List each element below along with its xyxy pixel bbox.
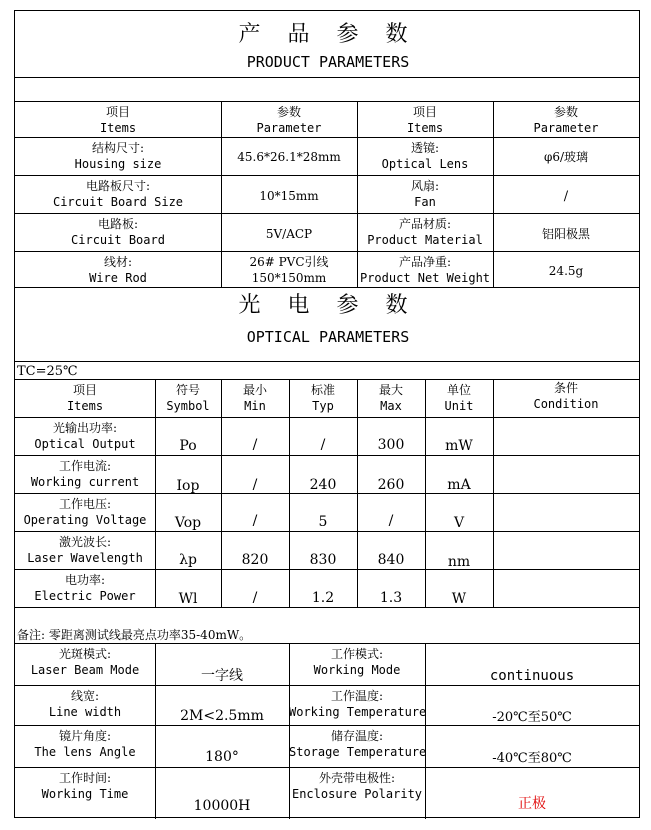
item-en: Working current xyxy=(30,475,140,489)
header-parameter-en: Parameter xyxy=(533,121,599,135)
min: / xyxy=(252,437,258,453)
item-cn: 工作电压: xyxy=(58,497,112,511)
unit: W xyxy=(451,591,467,607)
typ: 1.2 xyxy=(311,590,335,606)
header-typ-en: Typ xyxy=(312,399,334,413)
header-items-en: Items xyxy=(99,121,137,135)
header-condition-cn: 条件 xyxy=(553,381,578,395)
value: φ6/玻璃 xyxy=(543,150,589,164)
unit: mW xyxy=(445,438,473,454)
item-en: Fan xyxy=(414,195,436,209)
item-en: Enclosure Polarity xyxy=(291,787,423,801)
typ: 240 xyxy=(309,477,337,493)
value: 10000H xyxy=(193,798,251,814)
value: continuous xyxy=(489,668,575,684)
max: 840 xyxy=(377,552,405,568)
value: / xyxy=(563,189,569,204)
item-cn: 产品净重: xyxy=(398,255,452,269)
value: 一字线 xyxy=(201,668,243,684)
value-line2: 150*150mm xyxy=(251,271,327,285)
header-items-en: Items xyxy=(66,399,104,413)
symbol: Po xyxy=(179,438,197,454)
item-en: Storage Temperature xyxy=(289,745,427,759)
header-typ-cn: 标准 xyxy=(310,383,335,397)
item-en: Circuit Board xyxy=(71,233,165,247)
header-parameter-en: Parameter xyxy=(256,121,322,135)
item-en: Working Temperature xyxy=(289,705,427,719)
item-cn: 激光波长: xyxy=(58,535,112,549)
value-line1: 26# PVC引线 xyxy=(249,255,329,269)
symbol: Vop xyxy=(174,515,202,531)
polarity-value: 正极 xyxy=(518,796,546,812)
item-cn: 工作时间: xyxy=(58,771,112,785)
item-cn: 工作电流: xyxy=(58,459,112,473)
value: 5V/ACP xyxy=(265,227,313,241)
item-en: Laser Wavelength xyxy=(27,551,143,565)
item-en: Product Net Weight xyxy=(359,271,491,285)
header-unit-cn: 单位 xyxy=(446,383,471,397)
item-cn: 电路板尺寸: xyxy=(85,179,151,193)
symbol: λp xyxy=(179,552,197,568)
header-items-cn: 项目 xyxy=(412,105,437,119)
min: / xyxy=(252,477,258,493)
item-cn: 储存温度: xyxy=(330,729,384,743)
spec-sheet xyxy=(14,10,640,818)
item-en: Operating Voltage xyxy=(23,513,147,527)
note-text: 备注: 零距离测试线最亮点功率35-40mW。 xyxy=(17,628,252,642)
header-parameter-cn: 参数 xyxy=(553,105,578,119)
item-en: Optical Output xyxy=(34,437,136,451)
item-en: Working Mode xyxy=(313,663,401,677)
max: 260 xyxy=(377,477,405,493)
item-en: Circuit Board Size xyxy=(52,195,184,209)
item-cn: 外壳带电极性: xyxy=(318,771,396,785)
item-cn: 电路板: xyxy=(97,217,139,231)
header-items-en: Items xyxy=(406,121,444,135)
value: -20℃至50℃ xyxy=(492,710,572,725)
item-en: Housing size xyxy=(74,157,162,171)
header-symbol-en: Symbol xyxy=(166,399,210,413)
min: / xyxy=(252,513,258,529)
value: 45.6*26.1*28mm xyxy=(237,150,341,164)
typ: 830 xyxy=(309,552,337,568)
item-cn: 产品材质: xyxy=(398,217,452,231)
value: 24.5g xyxy=(548,264,584,278)
item-en: Wire Rod xyxy=(89,271,147,285)
optical-title-en: OPTICAL PARAMETERS xyxy=(246,328,410,346)
item-cn: 电功率: xyxy=(64,573,106,587)
item-cn: 透镜: xyxy=(410,141,440,155)
item-cn: 线宽: xyxy=(70,689,100,703)
item-cn: 镜片角度: xyxy=(58,729,112,743)
typ: / xyxy=(320,437,326,453)
max: 1.3 xyxy=(379,590,403,606)
typ: 5 xyxy=(318,514,328,530)
symbol: Iop xyxy=(176,478,200,494)
item-cn: 线材: xyxy=(103,255,133,269)
value: 2M<2.5mm xyxy=(180,708,264,724)
header-condition-en: Condition xyxy=(533,397,599,411)
item-en: Electric Power xyxy=(34,589,136,603)
header-max-en: Max xyxy=(380,399,402,413)
item-en: Working Time xyxy=(41,787,129,801)
header-items-cn: 项目 xyxy=(72,383,97,397)
item-cn: 结构尺寸: xyxy=(91,141,145,155)
min: 820 xyxy=(241,552,269,568)
value: 10*15mm xyxy=(259,189,319,203)
optical-title-cn: 光 电 参 数 xyxy=(238,293,418,318)
item-en: The lens Angle xyxy=(34,745,136,759)
unit: mA xyxy=(447,477,471,493)
max: 300 xyxy=(377,437,405,453)
min: / xyxy=(252,590,258,606)
value: -40℃至80℃ xyxy=(492,751,572,766)
unit: V xyxy=(453,515,465,531)
product-title-en: PRODUCT PARAMETERS xyxy=(246,53,410,71)
item-en: Laser Beam Mode xyxy=(30,663,140,677)
item-cn: 光输出功率: xyxy=(52,421,118,435)
item-cn: 风扇: xyxy=(410,179,440,193)
header-items-cn: 项目 xyxy=(105,105,130,119)
header-parameter-cn: 参数 xyxy=(276,105,301,119)
symbol: Wl xyxy=(178,591,198,607)
value: 铝阳极黑 xyxy=(541,227,590,241)
header-min-en: Min xyxy=(244,399,266,413)
tc-label: TC=25℃ xyxy=(17,364,78,379)
item-en: Optical Lens xyxy=(381,157,469,171)
item-cn: 光斑模式: xyxy=(58,647,112,661)
product-title-cn: 产 品 参 数 xyxy=(238,22,418,47)
header-unit-en: Unit xyxy=(444,399,474,413)
item-en: Line width xyxy=(48,705,122,719)
max: / xyxy=(388,513,394,529)
item-cn: 工作温度: xyxy=(330,689,384,703)
value: 180° xyxy=(205,749,239,765)
unit: nm xyxy=(447,554,471,570)
header-max-cn: 最大 xyxy=(378,383,403,397)
item-cn: 工作模式: xyxy=(330,647,384,661)
header-symbol-cn: 符号 xyxy=(175,383,200,397)
header-min-cn: 最小 xyxy=(242,383,267,397)
item-en: Product Material xyxy=(367,233,483,247)
